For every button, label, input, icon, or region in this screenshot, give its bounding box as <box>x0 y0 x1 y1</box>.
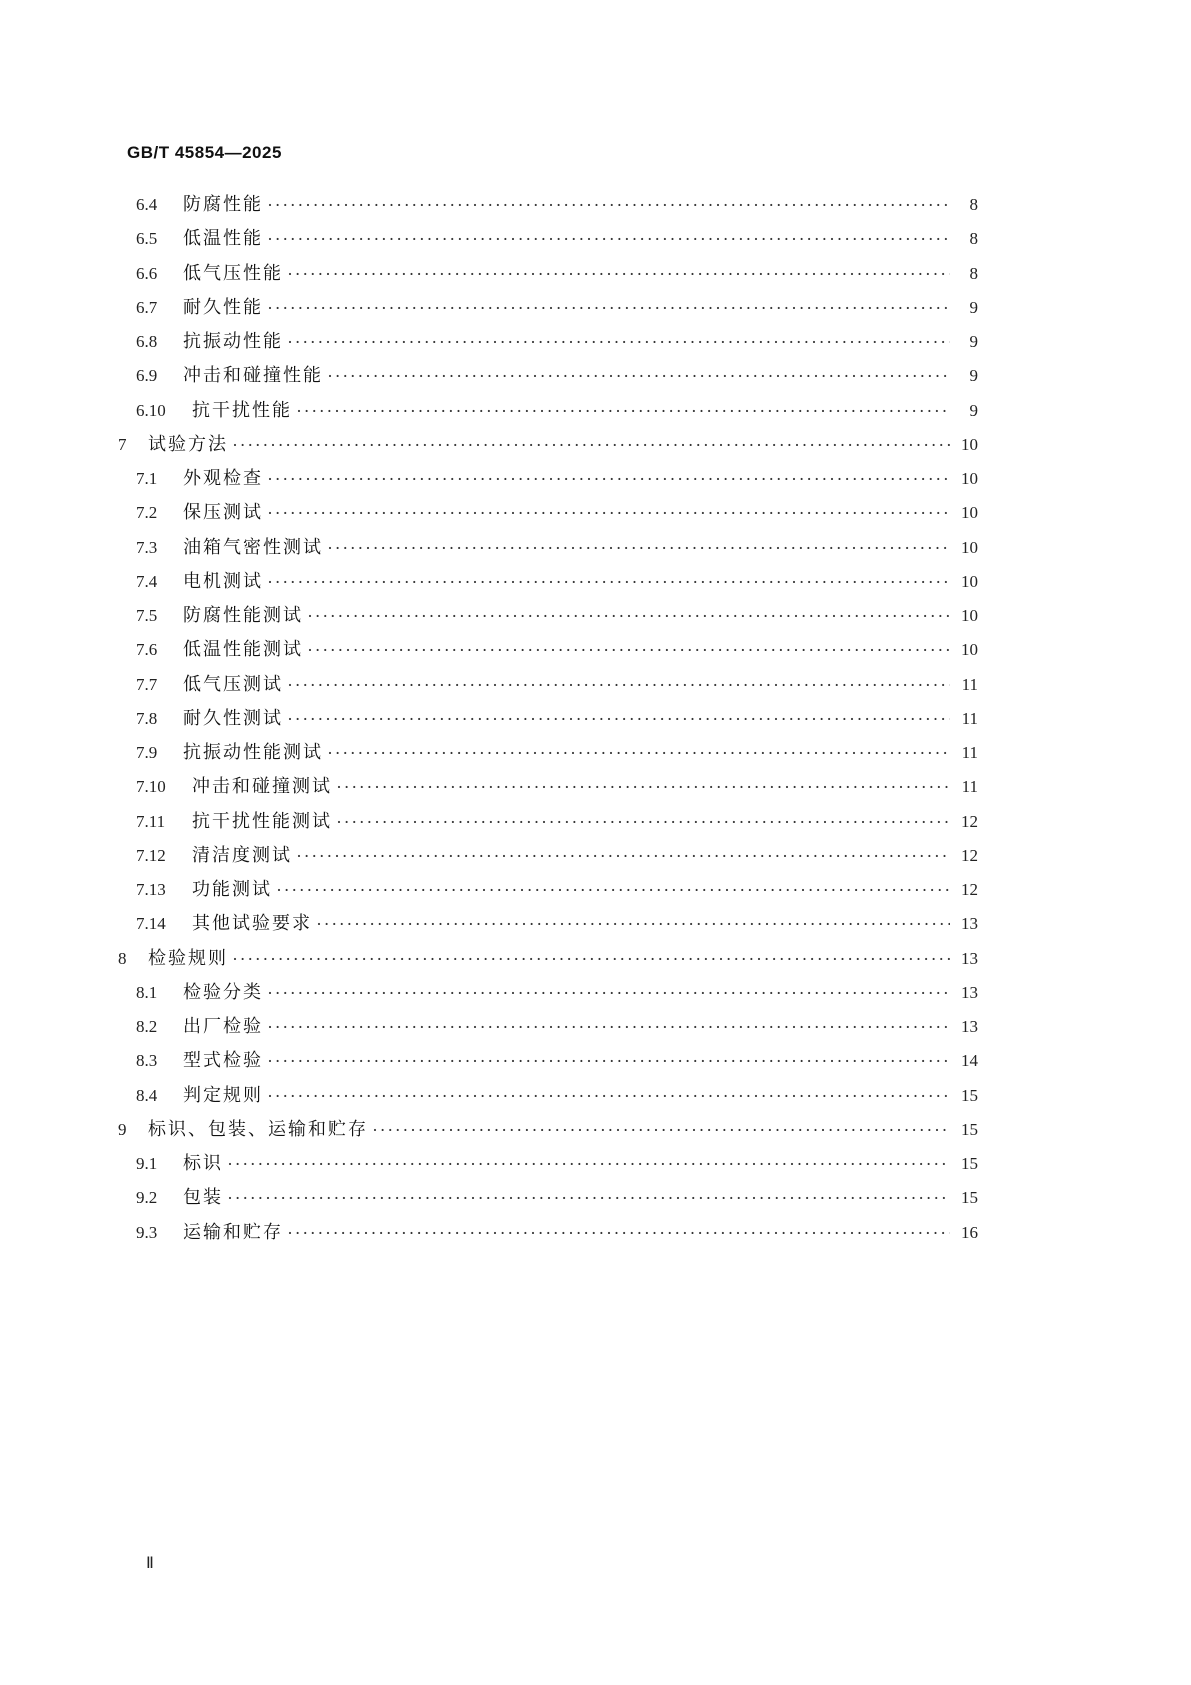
toc-leader-dots <box>287 1218 950 1248</box>
toc-leader-dots <box>267 1081 950 1111</box>
toc-entry[interactable] <box>136 1081 978 1111</box>
toc-entry-number: 7.5 <box>136 606 158 625</box>
toc-entry-title: 冲击和碰撞测试 <box>192 776 332 798</box>
toc-leader-dots <box>276 875 950 905</box>
toc-leader-dots <box>287 327 950 357</box>
toc-leader-dots <box>267 1012 950 1042</box>
toc-entry-number: 7.9 <box>136 743 158 762</box>
toc-leader-dots <box>232 944 950 974</box>
toc-entry[interactable] <box>136 670 978 700</box>
toc-entry-title: 检验规则 <box>148 947 228 969</box>
toc-leader-dots <box>296 841 950 871</box>
toc-leader-dots <box>232 430 950 460</box>
toc-entry-title: 防腐性能 <box>183 194 263 215</box>
toc-entry[interactable] <box>136 361 978 391</box>
toc-entry-page: 8 <box>969 229 978 249</box>
toc-entry-page: 9 <box>969 297 978 317</box>
toc-leader-dots <box>327 533 950 563</box>
toc-entry[interactable] <box>136 807 978 837</box>
toc-leader-dots <box>267 293 950 323</box>
toc-leader-dots <box>327 738 950 768</box>
toc-entry[interactable] <box>136 841 978 871</box>
toc-entry-number: 7.4 <box>136 571 158 591</box>
toc-entry-title: 低气压性能 <box>183 262 283 284</box>
toc-entry-page: 8 <box>969 263 978 283</box>
toc-entry[interactable] <box>136 704 978 734</box>
toc-entry-page: 13 <box>961 914 978 934</box>
toc-entry-page: 10 <box>961 434 978 454</box>
toc-entry-title: 冲击和碰撞性能 <box>183 365 323 387</box>
toc-entry-page: 8 <box>969 195 978 214</box>
toc-entry[interactable] <box>136 396 978 426</box>
toc-entry[interactable] <box>136 738 978 768</box>
toc-entry[interactable] <box>136 1149 978 1179</box>
toc-entry[interactable] <box>136 293 978 323</box>
toc-entry-number: 8.2 <box>136 1017 158 1036</box>
toc-leader-dots <box>267 1046 950 1076</box>
toc-entry-title: 抗干扰性能测试 <box>192 810 332 832</box>
toc-entry-page: 10 <box>961 606 978 625</box>
toc-entry[interactable] <box>136 1218 978 1248</box>
toc-entry[interactable] <box>136 875 978 905</box>
toc-leader-dots <box>287 670 950 700</box>
toc-entry-page: 11 <box>961 674 978 694</box>
toc-leader-dots <box>336 772 950 802</box>
toc-entry-number: 9.3 <box>136 1222 158 1242</box>
toc-entry[interactable] <box>136 190 978 220</box>
toc-entry-number: 6.4 <box>136 195 158 214</box>
toc-entry-page: 11 <box>961 743 978 762</box>
toc-leader-dots <box>336 807 950 837</box>
toc-entry-page: 12 <box>961 880 978 899</box>
standard-id-header: GB/T 45854—2025 <box>127 143 282 162</box>
toc-entry-page: 13 <box>961 948 978 968</box>
toc-leader-dots <box>267 464 950 494</box>
toc-entry[interactable] <box>136 259 978 289</box>
toc-entry-number: 7.6 <box>136 640 158 660</box>
toc-entry-title: 标识 <box>183 1153 223 1174</box>
toc-entry-title: 抗干扰性能 <box>192 399 292 421</box>
toc-entry[interactable] <box>136 567 978 597</box>
toc-entry-number: 6.9 <box>136 366 158 386</box>
toc-entry-number: 9.2 <box>136 1188 158 1208</box>
toc-entry-number: 6.5 <box>136 229 158 249</box>
toc-leader-dots <box>267 190 950 220</box>
toc-entry-number: 7.3 <box>136 537 158 557</box>
toc-entry[interactable] <box>136 533 978 563</box>
toc-entry-page: 13 <box>961 982 978 1002</box>
toc-entry-page: 11 <box>961 708 978 728</box>
toc-entry-title: 判定规则 <box>183 1084 263 1106</box>
toc-entry-number: 6.10 <box>136 400 166 420</box>
toc-entry-number: 7.14 <box>136 914 166 934</box>
toc-entry-page: 15 <box>961 1188 978 1208</box>
toc-entry-number: 8.4 <box>136 1085 158 1105</box>
toc-leader-dots <box>267 498 950 528</box>
toc-leader-dots <box>307 635 950 665</box>
toc-entry-page: 10 <box>961 537 978 557</box>
toc-entry-title: 耐久性测试 <box>183 707 283 729</box>
toc-entry-page: 10 <box>961 503 978 523</box>
toc-entry-page: 11 <box>961 777 978 797</box>
toc-entry[interactable] <box>118 1115 978 1145</box>
toc-entry-title: 保压测试 <box>183 502 263 524</box>
toc-leader-dots <box>307 601 950 631</box>
toc-leader-dots <box>327 361 950 391</box>
toc-leader-dots <box>296 396 950 426</box>
toc-leader-dots <box>227 1149 950 1179</box>
toc-entry-page: 15 <box>961 1119 978 1139</box>
toc-entry[interactable] <box>136 635 978 665</box>
toc-entry-page: 9 <box>969 366 978 386</box>
toc-entry-title: 运输和贮存 <box>183 1221 283 1243</box>
toc-leader-dots <box>372 1115 950 1145</box>
toc-entry-title: 检验分类 <box>183 981 263 1003</box>
toc-entry-page: 10 <box>961 469 978 488</box>
toc-entry-title: 低温性能 <box>183 228 263 250</box>
toc-entry-page: 10 <box>961 571 978 591</box>
toc-entry-page: 10 <box>961 640 978 660</box>
toc-entry-number: 6.6 <box>136 263 158 283</box>
toc-entry-number: 8.1 <box>136 982 158 1002</box>
toc-entry[interactable] <box>136 498 978 528</box>
toc-entry[interactable] <box>136 1046 978 1076</box>
toc-entry-number: 8 <box>118 948 127 968</box>
toc-entry-number: 7.12 <box>136 845 166 865</box>
toc-entry-page: 16 <box>961 1222 978 1242</box>
toc-entry-number: 8.3 <box>136 1051 158 1071</box>
toc-entry-page: 13 <box>961 1017 978 1036</box>
toc-entry-number: 7.1 <box>136 469 158 488</box>
toc-entry[interactable] <box>136 1183 978 1213</box>
toc-entry-number: 7 <box>118 434 127 454</box>
toc-entry[interactable] <box>136 601 978 631</box>
toc-leader-dots <box>267 567 950 597</box>
toc-entry-page: 15 <box>961 1085 978 1105</box>
toc-entry-title: 功能测试 <box>192 879 272 900</box>
toc-entry-number: 6.8 <box>136 332 158 351</box>
toc-entry-page: 9 <box>969 332 978 351</box>
toc-entry-number: 7.13 <box>136 880 166 899</box>
toc-entry[interactable] <box>118 944 978 974</box>
toc-leader-dots <box>267 978 950 1008</box>
toc-entry-number: 7.11 <box>136 811 166 831</box>
toc-entry[interactable] <box>136 978 978 1008</box>
toc-entry-title: 清洁度测试 <box>192 844 292 866</box>
toc-entry-number: 7.7 <box>136 674 158 694</box>
toc-leader-dots <box>227 1183 950 1213</box>
toc-entry-number: 9 <box>118 1119 127 1139</box>
toc-entry-page: 14 <box>961 1051 978 1071</box>
toc-entry-title: 其他试验要求 <box>192 913 312 935</box>
toc-entry[interactable] <box>136 327 978 357</box>
toc-entry-title: 试验方法 <box>148 433 228 455</box>
page-number-footer: Ⅱ <box>146 1555 154 1572</box>
toc-entry-title: 防腐性能测试 <box>183 605 303 626</box>
toc-entry-title: 包装 <box>183 1187 223 1209</box>
toc-entry-title: 电机测试 <box>183 570 263 592</box>
toc-entry[interactable] <box>136 224 978 254</box>
toc-entry-page: 12 <box>961 845 978 865</box>
toc-entry-title: 低气压测试 <box>183 673 283 695</box>
toc-leader-dots <box>287 704 950 734</box>
toc-entry-number: 6.7 <box>136 297 158 317</box>
toc-entry-number: 7.2 <box>136 503 158 523</box>
toc-entry-title: 抗振动性能测试 <box>183 742 323 763</box>
toc-entry-title: 低温性能测试 <box>183 639 303 661</box>
toc-leader-dots <box>267 224 950 254</box>
toc-entry-title: 出厂检验 <box>183 1016 263 1037</box>
toc-entry-page: 9 <box>969 400 978 420</box>
toc-entry[interactable] <box>136 464 978 494</box>
toc-entry-page: 15 <box>961 1154 978 1173</box>
toc-entry-title: 型式检验 <box>183 1050 263 1072</box>
toc-entry-page: 12 <box>961 811 978 831</box>
toc-entry[interactable] <box>118 430 978 460</box>
toc-entry-title: 抗振动性能 <box>183 331 283 352</box>
toc-leader-dots <box>287 259 950 289</box>
toc-entry[interactable] <box>136 1012 978 1042</box>
toc-entry[interactable] <box>136 909 978 939</box>
toc-entry[interactable] <box>136 772 978 802</box>
toc-entry-number: 7.10 <box>136 777 166 797</box>
toc-leader-dots <box>316 909 950 939</box>
toc-entry-number: 9.1 <box>136 1154 158 1173</box>
toc-entry-title: 油箱气密性测试 <box>183 536 323 558</box>
toc-entry-number: 7.8 <box>136 708 158 728</box>
toc-entry-title: 外观检查 <box>183 468 263 489</box>
toc-entry-title: 标识、包装、运输和贮存 <box>148 1118 368 1140</box>
toc-entry-title: 耐久性能 <box>183 296 263 318</box>
